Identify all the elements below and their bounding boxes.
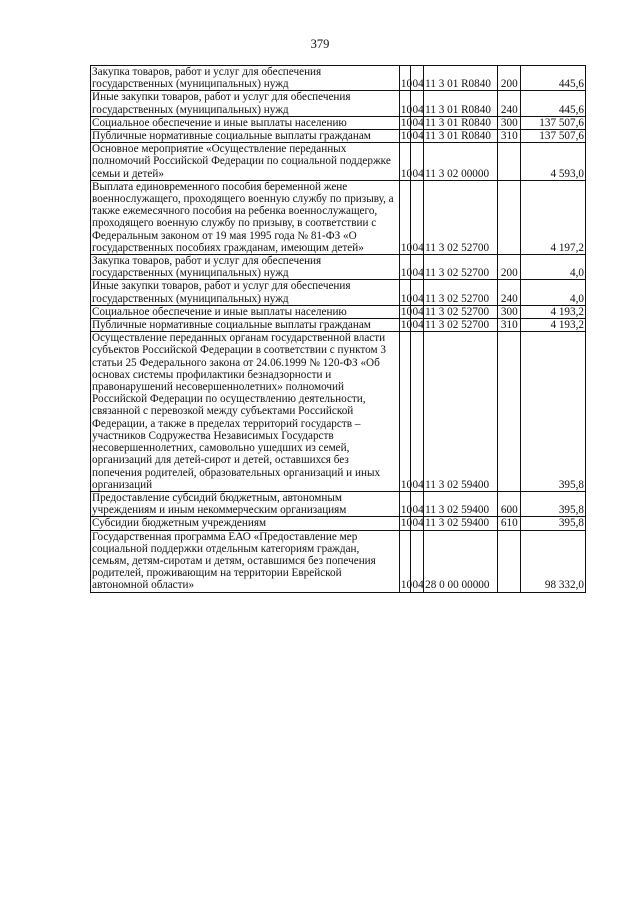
item-name: Основное мероприятие «Осуществление переданных полномочий Российской Федерации по социальной поддержке семьи и детей» — [91, 143, 400, 181]
expense-type-code — [498, 143, 521, 181]
amount: 4 593,0 — [521, 143, 586, 181]
target-item-code: 11 3 01 R0840 — [424, 66, 498, 91]
subsection-code: 04 — [411, 280, 424, 305]
subsection-code: 04 — [412, 517, 424, 530]
amount: 395,8 — [521, 491, 586, 516]
subsection-code: 04 — [411, 91, 424, 116]
expense-type-code: 200 — [498, 255, 521, 280]
amount: 137 507,6 — [521, 130, 586, 143]
target-item-code: 11 3 02 59400 — [424, 332, 498, 492]
expense-type-code: 240 — [498, 280, 521, 305]
expense-type-code: 610 — [498, 517, 521, 530]
item-name: Выплата единовременного пособия беременной жене военнослужащего, проходящего военную службу по призыву, а также ежемесячного пособия на ребенка военнослужащего, проходящего военную службу по призыву, в соответствии с Федеральным законом от 19 мая 1995 года № 81-ФЗ «О государственных пособиях гражданам, имеющим детей» — [91, 180, 400, 254]
target-item-code: 11 3 02 52700 — [424, 180, 498, 254]
target-item-code: 11 3 02 52700 — [424, 305, 498, 318]
target-item-code: 11 3 01 R0840 — [424, 130, 498, 143]
item-name: Социальное обеспечение и иные выплаты населению — [91, 116, 400, 129]
item-name: Предоставление субсидий бюджетным, автономным учреждениям и иным некоммерческим организациям — [91, 491, 400, 516]
section-code: 10 — [399, 491, 411, 516]
amount: 445,6 — [521, 66, 586, 91]
table-row — [91, 305, 586, 318]
section-code: 10 — [399, 255, 411, 280]
item-name: Закупка товаров, работ и услуг для обеспечения государственных (муниципальных) нужд — [91, 66, 400, 91]
subsection-code: 04 — [411, 66, 424, 91]
target-item-code: 11 3 02 00000 — [424, 143, 498, 181]
amount: 395,8 — [521, 517, 586, 530]
target-item-code: 11 3 02 59400 — [424, 491, 498, 516]
section-code: 10 — [399, 530, 411, 592]
subsection-code: 04 — [411, 255, 424, 280]
amount: 4 197,2 — [521, 180, 586, 254]
amount: 445,6 — [521, 91, 586, 116]
table-row — [91, 130, 586, 143]
item-name: Иные закупки товаров, работ и услуг для обеспечения государственных (муниципальных) нужд — [91, 280, 400, 305]
subsection-code: 04 — [412, 130, 424, 143]
table-row — [91, 280, 586, 305]
target-item-code: 11 3 02 52700 — [424, 319, 498, 332]
table-row — [91, 180, 586, 254]
subsection-code: 04 — [412, 319, 424, 332]
target-item-code: 11 3 02 59400 — [424, 517, 498, 530]
table-row — [91, 66, 586, 91]
item-name: Социальное обеспечение и иные выплаты населению — [91, 305, 400, 318]
section-code: 10 — [400, 517, 413, 530]
table-row — [91, 491, 586, 516]
expense-type-code: 240 — [498, 91, 521, 116]
section-code: 10 — [400, 305, 413, 318]
table-row — [91, 143, 586, 181]
item-name: Иные закупки товаров, работ и услуг для обеспечения государственных (муниципальных) нужд — [91, 91, 400, 116]
amount: 137 507,6 — [521, 116, 586, 129]
item-name: Публичные нормативные социальные выплаты гражданам — [91, 130, 400, 143]
amount: 4,0 — [521, 255, 586, 280]
subsection-code: 04 — [411, 530, 424, 592]
subsection-code: 04 — [411, 491, 424, 516]
item-name: Осуществление переданных органам государственной власти субъектов Российской Федерации в соответствии с пунктом 3 статьи 25 Федерального закона от 24.06.1999 № 120-ФЗ «Об основах системы профилактики безнадзорности и правонарушений несовершеннолетних» полномочий Российской Федерации по осуществлению деятельности, связанной с перевозкой между субъектами Российской Федерации, а также в пределах территорий государств – участников Содружества Независимых Государств несовершеннолетних, самовольно ушедших из семей, организаций для детей-сирот и детей, оставшихся без попечения родителей, образовательных организаций и иных организаций — [91, 332, 400, 492]
table-row — [91, 530, 586, 592]
section-code: 10 — [399, 280, 411, 305]
table-row — [91, 91, 586, 116]
section-code: 10 — [400, 130, 413, 143]
expense-type-code: 310 — [498, 319, 521, 332]
amount: 4,0 — [521, 280, 586, 305]
section-code: 10 — [400, 116, 413, 129]
section-code: 10 — [399, 332, 411, 492]
section-code: 10 — [399, 66, 411, 91]
item-name: Государственная программа ЕАО «Предоставление мер социальной поддержки отдельным категориям граждан, семьям, детям-сиротам и детям, оставшимся без попечения родителей, проживающим на территории Еврейской автономной области» — [91, 530, 400, 592]
expense-type-code: 310 — [498, 130, 521, 143]
section-code: 10 — [399, 91, 411, 116]
expense-type-code — [498, 332, 521, 492]
budget-table — [90, 65, 586, 593]
target-item-code: 28 0 00 00000 — [424, 530, 498, 592]
amount: 395,8 — [521, 332, 586, 492]
expense-type-code — [498, 530, 521, 592]
item-name: Субсидии бюджетным учреждениям — [91, 517, 400, 530]
amount: 98 332,0 — [521, 530, 586, 592]
section-code: 10 — [399, 180, 411, 254]
expense-type-code: 600 — [498, 491, 521, 516]
expense-type-code: 300 — [498, 305, 521, 318]
table-row — [91, 255, 586, 280]
table-row — [91, 116, 586, 129]
expense-type-code — [498, 180, 521, 254]
item-name: Закупка товаров, работ и услуг для обеспечения государственных (муниципальных) нужд — [91, 255, 400, 280]
page-number: 379 — [310, 37, 330, 51]
target-item-code: 11 3 02 52700 — [424, 255, 498, 280]
section-code: 10 — [399, 143, 411, 181]
table-row — [91, 332, 586, 492]
target-item-code: 11 3 02 52700 — [424, 280, 498, 305]
subsection-code: 04 — [412, 305, 424, 318]
target-item-code: 11 3 01 R0840 — [424, 116, 498, 129]
subsection-code: 04 — [411, 332, 424, 492]
table-row — [91, 517, 586, 530]
subsection-code: 04 — [411, 143, 424, 181]
subsection-code: 04 — [411, 180, 424, 254]
budget-table-body — [91, 66, 586, 593]
section-code: 10 — [400, 319, 413, 332]
subsection-code: 04 — [412, 116, 424, 129]
item-name: Публичные нормативные социальные выплаты гражданам — [91, 319, 400, 332]
expense-type-code: 300 — [498, 116, 521, 129]
expense-type-code: 200 — [498, 66, 521, 91]
target-item-code: 11 3 01 R0840 — [424, 91, 498, 116]
amount: 4 193,2 — [521, 319, 586, 332]
table-row — [91, 319, 586, 332]
amount: 4 193,2 — [521, 305, 586, 318]
